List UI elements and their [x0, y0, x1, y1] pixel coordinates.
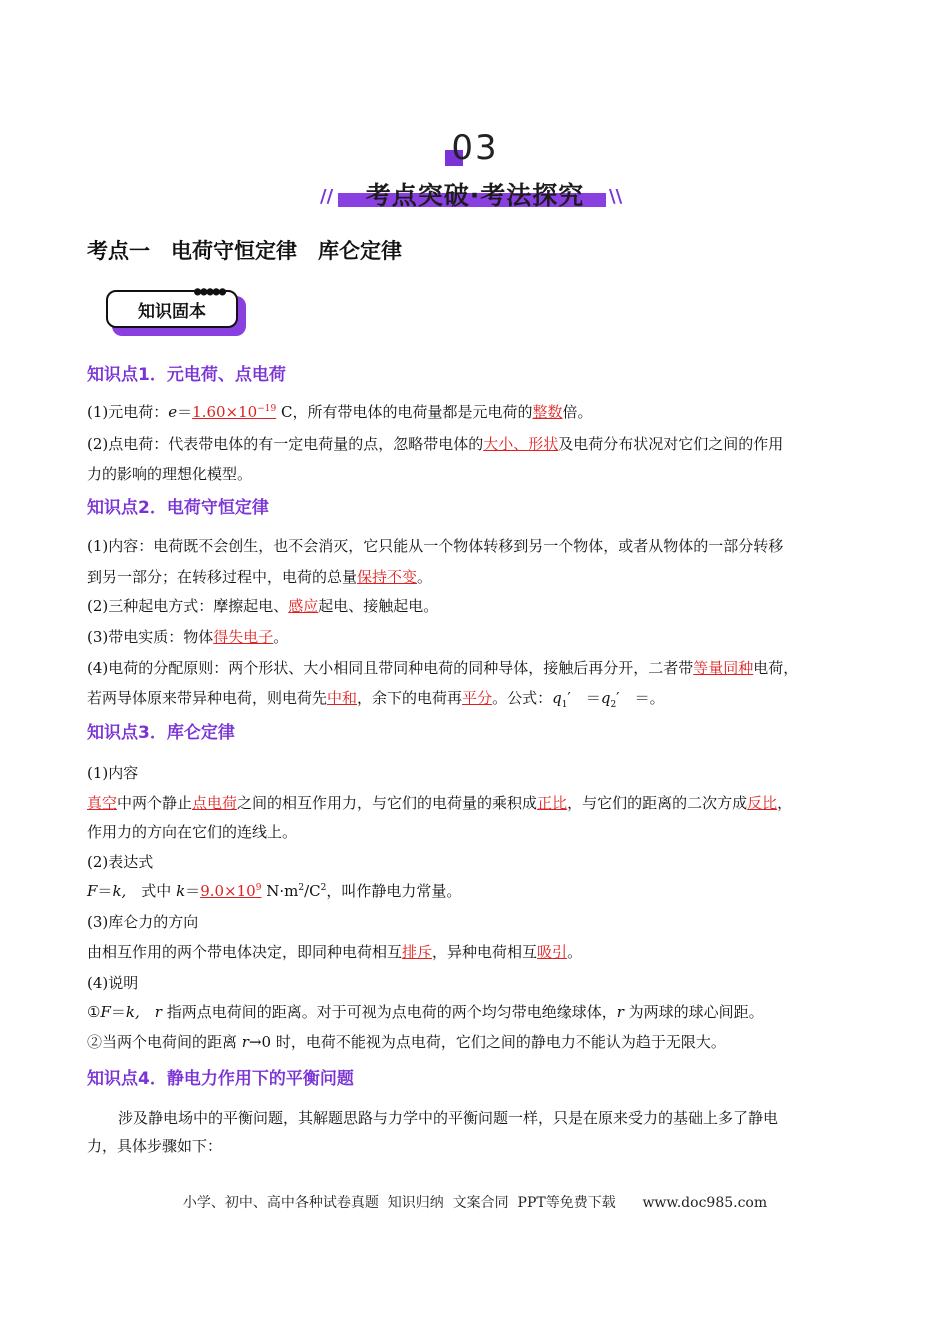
text: k,	[112, 882, 127, 900]
badge-rings-icon: ●●●●●	[194, 284, 226, 298]
kp2-line-5	[87, 657, 798, 678]
text: q	[600, 689, 611, 707]
chapter-title: 考点突破·考法探究	[365, 181, 585, 210]
text: 若两导体原来带异种电荷，则电荷先	[87, 689, 328, 707]
text: ，叫作静电力常量。	[326, 882, 462, 900]
page-footer: 小学、初中、高中各种试卷真题 知识归纳 文案合同 PPT等免费下载 www.doc985.com	[182, 1195, 768, 1211]
answer-blank: 保持不变	[357, 568, 418, 586]
answer-blank: 整数	[532, 403, 563, 421]
text: (4)电荷的分配原则：两个形状、大小相同且带同种电荷的同种导体，接触后再分开，二者带	[87, 659, 694, 677]
kp2-line-4	[87, 626, 288, 647]
answer-blank: 反比	[747, 794, 778, 812]
text: ②当两个电荷间的距离	[87, 1033, 242, 1051]
text: 。	[417, 568, 433, 586]
answer-blank: 得失电子	[213, 628, 274, 646]
text: r	[616, 1003, 624, 1021]
answer-blank: 大小、形状	[483, 435, 559, 453]
text: (2)三种起电方式：摩擦起电、	[87, 597, 289, 615]
kp1-heading: 知识点1．元电荷、点电荷	[87, 365, 286, 385]
kp4-line-2: 力，具体步骤如下：	[87, 1137, 223, 1155]
text: (1)元电荷：	[87, 403, 169, 421]
text: 为两球的球心间距。	[623, 1003, 764, 1021]
text: r	[154, 1003, 162, 1021]
text: (2)点电荷：代表带电体的有一定电荷量的点，忽略带电体的	[87, 435, 484, 453]
text: ，异种电荷相互	[432, 943, 538, 961]
text	[140, 1003, 155, 1021]
kp3-line-3: 作用力的方向在它们的连线上。	[87, 823, 298, 841]
text: k	[176, 882, 186, 900]
answer-blank: 吸引	[537, 943, 568, 961]
text: e	[168, 403, 178, 421]
answer-blank: 点电荷	[192, 794, 238, 812]
kp3-line-1: (1)内容	[87, 764, 139, 782]
text: 到另一部分；在转移过程中，电荷的总量	[87, 568, 358, 586]
text: 1.60×10	[192, 403, 258, 421]
text: 起电、接触起电。	[318, 597, 439, 615]
kp3-line-7	[87, 941, 582, 962]
kp2-line-6	[87, 687, 665, 710]
answer-blank	[200, 882, 261, 900]
answer-blank: 排斥	[402, 943, 433, 961]
chapter-number: 03	[451, 128, 499, 168]
text: ①	[87, 1003, 101, 1021]
answer-blank: 正比	[537, 794, 568, 812]
text: 指两点电荷间的距离。对于可视为点电荷的两个均匀带电绝缘球体，	[161, 1003, 617, 1021]
text: 2	[320, 883, 327, 893]
kp3-line-5	[87, 880, 461, 901]
kp3-line-9	[87, 1001, 764, 1022]
text: ′ ＝。	[616, 689, 665, 707]
text: k,	[125, 1003, 140, 1021]
kp3-line-6: (3)库仑力的方向	[87, 913, 199, 931]
text: →0 时，电荷不能视为点电荷，它们之间的静电力不能认为趋于无限大。	[248, 1033, 726, 1051]
text: F	[100, 1003, 111, 1021]
kp1-line-1	[87, 401, 593, 422]
kp2-line-2	[87, 566, 432, 587]
text: 1	[561, 700, 568, 710]
text: C，所有带电体的电荷量都是元电荷的	[276, 403, 533, 421]
text: 。	[273, 628, 289, 646]
text: q	[552, 689, 562, 707]
text: 2	[610, 700, 617, 710]
text: ′ ＝	[567, 689, 601, 707]
text: 。	[567, 943, 583, 961]
text: 。公式：	[492, 689, 553, 707]
kp1-line-3: 力的影响的理想化模型。	[87, 465, 253, 483]
header-slash-right: \\	[609, 186, 623, 207]
text: 2	[298, 883, 305, 893]
text: 倍。	[562, 403, 593, 421]
text: −19	[257, 404, 277, 414]
text: 电荷，	[753, 659, 799, 677]
text: ＝	[97, 882, 113, 900]
text: 9	[255, 883, 262, 893]
text: ，余下的电荷再	[357, 689, 463, 707]
header-slash-left: //	[320, 186, 334, 207]
text: ，	[777, 794, 793, 812]
text: 式中	[126, 882, 177, 900]
text: 中两个静止	[117, 794, 193, 812]
kp3-line-8: (4)说明	[87, 974, 139, 992]
text: N·m	[261, 882, 299, 900]
text: ＝	[110, 1003, 126, 1021]
text: 由相互作用的两个带电体决定，即同种电荷相互	[87, 943, 403, 961]
text: 9.0×10	[200, 882, 256, 900]
text: F	[87, 882, 98, 900]
text: /C	[304, 882, 321, 900]
kp3-line-4: (2)表达式	[87, 853, 154, 871]
answer-blank: 感应	[288, 597, 319, 615]
badge-label: 知识固本	[138, 301, 206, 322]
answer-blank: 等量同种	[693, 659, 754, 677]
text: 及电荷分布状况对它们之间的作用	[558, 435, 784, 453]
kp2-heading: 知识点2．电荷守恒定律	[87, 498, 269, 518]
kp4-heading: 知识点4．静电力作用下的平衡问题	[87, 1069, 354, 1089]
text: ＝	[185, 882, 201, 900]
kp2-line-1: (1)内容：电荷既不会创生，也不会消灭，它只能从一个物体转移到另一个物体，或者从物体的一部分转移	[87, 537, 784, 555]
answer-blank: 中和	[327, 689, 358, 707]
section-title: 考点一 电荷守恒定律 库仑定律	[87, 239, 402, 263]
answer-blank: 平分	[462, 689, 493, 707]
text: r	[241, 1033, 249, 1051]
kp1-line-2	[87, 433, 783, 454]
kp3-line-10	[87, 1031, 726, 1052]
text: ＝	[177, 403, 193, 421]
text: (3)带电实质：物体	[87, 628, 214, 646]
text: 之间的相互作用力，与它们的电荷量的乘积成	[237, 794, 538, 812]
kp4-line-1: 涉及静电场中的平衡问题，其解题思路与力学中的平衡问题一样，只是在原来受力的基础上多了静电	[118, 1109, 779, 1127]
kp3-heading: 知识点3．库仑定律	[87, 723, 235, 743]
kp2-line-3	[87, 595, 438, 616]
kp3-line-2	[87, 792, 792, 813]
answer-blank	[192, 403, 276, 421]
answer-blank: 真空	[87, 794, 118, 812]
text: ，与它们的距离的二次方成	[567, 794, 748, 812]
